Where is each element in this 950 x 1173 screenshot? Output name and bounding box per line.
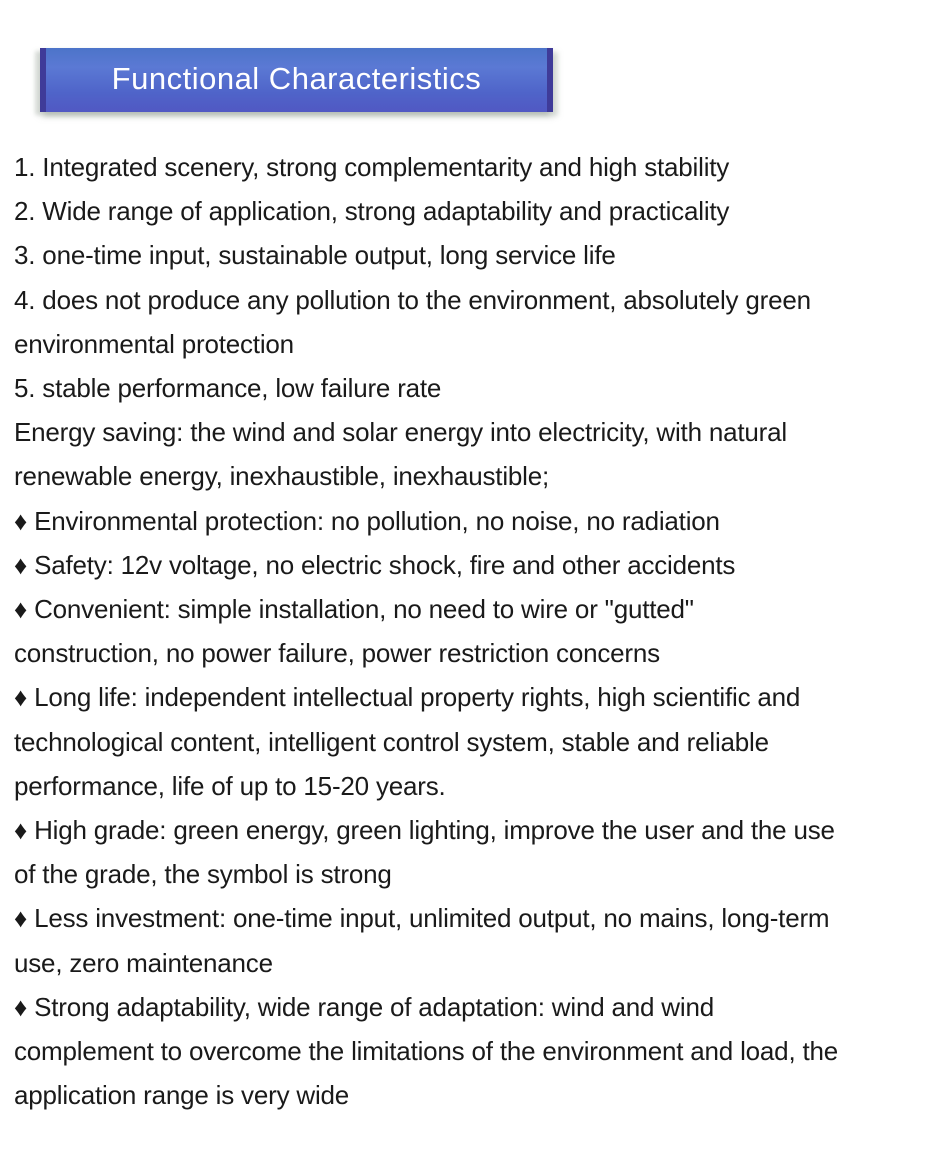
text-line: complement to overcome the limitations of the environment and load, the bbox=[14, 1036, 839, 1067]
text-line: 5. stable performance, low failure rate bbox=[14, 373, 442, 404]
text-line: ♦ Environmental protection: no pollution, no noise, no radiation bbox=[14, 505, 720, 536]
text-line: of the grade, the symbol is strong bbox=[14, 859, 392, 890]
text-line: ♦ Less investment: one-time input, unlimited output, no mains, long-term bbox=[14, 903, 830, 934]
text-line: ♦ Strong adaptability, wide range of adaptation: wind and wind bbox=[14, 991, 714, 1022]
text-line: 1. Integrated scenery, strong complementarity and high stability bbox=[14, 152, 730, 182]
section-header-banner bbox=[40, 48, 553, 112]
text-line: application range is very wide bbox=[14, 1080, 350, 1111]
text-line: ♦ Safety: 12v voltage, no electric shock, fire and other accidents bbox=[14, 549, 736, 580]
text-line: environmental protection bbox=[14, 328, 294, 359]
content-text bbox=[14, 145, 944, 1117]
text-line: performance, life of up to 15-20 years. bbox=[14, 770, 446, 801]
text-line: ♦ Long life: independent intellectual property rights, high scientific and bbox=[14, 682, 801, 713]
text-line: 3. one-time input, sustainable output, long service life bbox=[14, 240, 616, 271]
text-line: renewable energy, inexhaustible, inexhaustible; bbox=[14, 461, 550, 492]
text-line: Energy saving: the wind and solar energy into electricity, with natural bbox=[14, 417, 787, 448]
text-line: 4. does not produce any pollution to the environment, absolutely green bbox=[14, 284, 811, 315]
text-line: technological content, intelligent control system, stable and reliable bbox=[14, 726, 769, 757]
page-title: Functional Characteristics bbox=[111, 61, 482, 96]
text-line: construction, no power failure, power restriction concerns bbox=[14, 638, 660, 669]
text-line: 2. Wide range of application, strong adaptability and practicality bbox=[14, 196, 730, 227]
text-line: ♦ High grade: green energy, green lighting, improve the user and the use bbox=[14, 815, 835, 846]
text-line: use, zero maintenance bbox=[14, 947, 273, 978]
text-line: ♦ Convenient: simple installation, no need to wire or "gutted" bbox=[14, 594, 694, 625]
